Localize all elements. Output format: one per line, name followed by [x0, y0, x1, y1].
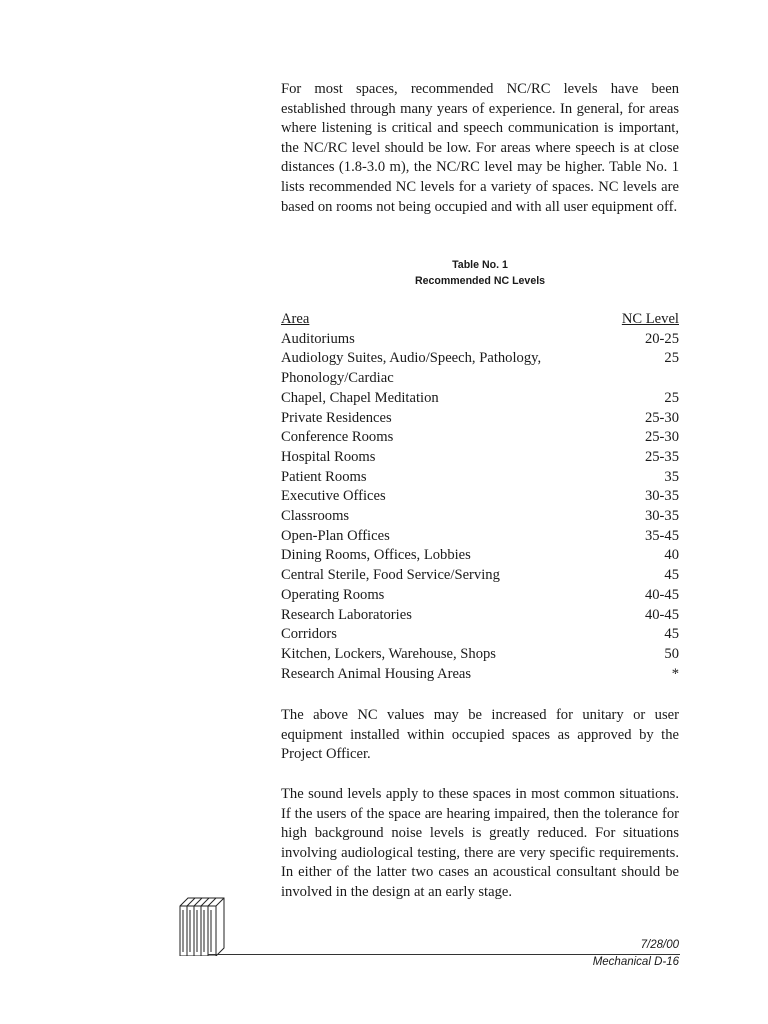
row-area: Operating Rooms — [281, 586, 385, 603]
paragraph-sound-levels: The sound levels apply to these spaces in most common situations. If the users of the space are hearing impaired, then the tolerance for high background noise levels is greatly reduced. For situations involving audiological testing, there are very specific requirements. In either of the latter two cases an acoustical consultant should be involved in the design at an early stage. — [281, 786, 679, 900]
table-row — [281, 507, 679, 527]
row-area: Hospital Rooms — [281, 448, 376, 465]
row-nc-level: 40 — [664, 547, 679, 564]
table-row — [281, 527, 679, 547]
table-row — [281, 330, 679, 350]
row-nc-level: 45 — [664, 567, 679, 584]
table-header-row — [281, 310, 679, 330]
row-area: Central Sterile, Food Service/Serving — [281, 567, 500, 584]
row-nc-level: 30-35 — [644, 488, 679, 505]
paragraph-nc-increase: The above NC values may be increased for unitary or user equipment installed within occupied spaces as approved by the Project Officer. — [281, 707, 679, 763]
row-area: Conference Rooms — [281, 429, 394, 446]
table-row — [281, 487, 679, 507]
row-area: Corridors — [281, 626, 337, 643]
table-row — [281, 428, 679, 448]
header-area: Area — [281, 311, 310, 327]
table-row — [281, 349, 679, 388]
row-area: Patient Rooms — [281, 468, 367, 485]
table-row — [281, 645, 679, 665]
row-nc-level: 20-25 — [644, 330, 679, 347]
table-row — [281, 468, 679, 488]
row-area: Chapel, Chapel Meditation — [281, 389, 439, 406]
footer-section: Mechanical D-16 — [592, 956, 679, 968]
row-nc-level: 40-45 — [644, 606, 679, 623]
books-logo-icon — [178, 892, 228, 956]
intro-paragraph: For most spaces, recommended NC/RC levels have been established through many years of experience. In general, for areas where listening is critical and speech communication is important, the NC/RC level should be low. For areas where speech is at close distances (1.8-3.0 m), the NC/RC level may be higher. Table No. 1 lists recommended NC levels for a variety of spaces. NC levels are based on rooms not being occupied and with all user equipment off. — [281, 81, 679, 215]
table-row — [281, 625, 679, 645]
row-area: Auditoriums — [281, 330, 355, 347]
table-caption-number: Table No. 1 — [452, 259, 508, 271]
row-nc-level: 35 — [664, 468, 679, 485]
row-nc-level: 35-45 — [644, 527, 679, 544]
row-area: Dining Rooms, Offices, Lobbies — [281, 547, 471, 564]
row-area: Executive Offices — [281, 488, 386, 505]
row-nc-level: 25 — [664, 389, 679, 406]
row-area: Open-Plan Offices — [281, 527, 390, 544]
row-area: Audiology Suites, Audio/Speech, Pathology, Phonology/Cardiac — [281, 350, 542, 387]
row-nc-level: 45 — [664, 626, 679, 643]
table-row — [281, 606, 679, 626]
table-row — [281, 389, 679, 409]
table-row — [281, 586, 679, 606]
nc-levels-table — [281, 310, 679, 684]
footer-date: 7/28/00 — [640, 939, 679, 951]
row-area: Research Animal Housing Areas — [281, 665, 472, 682]
row-area: Kitchen, Lockers, Warehouse, Shops — [281, 645, 496, 662]
table-row — [281, 665, 679, 685]
table-row — [281, 448, 679, 468]
row-nc-level: 40-45 — [644, 586, 679, 603]
table-row — [281, 546, 679, 566]
table-row — [281, 409, 679, 429]
row-nc-level: 25-30 — [644, 429, 679, 446]
row-area: Private Residences — [281, 409, 392, 426]
table-row — [281, 566, 679, 586]
row-nc-level: 30-35 — [644, 508, 679, 525]
row-area: Classrooms — [281, 508, 350, 525]
row-nc-level: 25-30 — [644, 409, 679, 426]
row-area: Research Laboratories — [281, 606, 412, 623]
row-nc-level: 25 — [664, 350, 679, 367]
table-caption-title: Recommended NC Levels — [414, 275, 546, 287]
row-nc-level: 50 — [664, 645, 679, 662]
row-nc-level: 25-35 — [644, 448, 679, 465]
header-nc-level: NC Level — [621, 311, 679, 327]
row-nc-level: * — [671, 665, 679, 682]
